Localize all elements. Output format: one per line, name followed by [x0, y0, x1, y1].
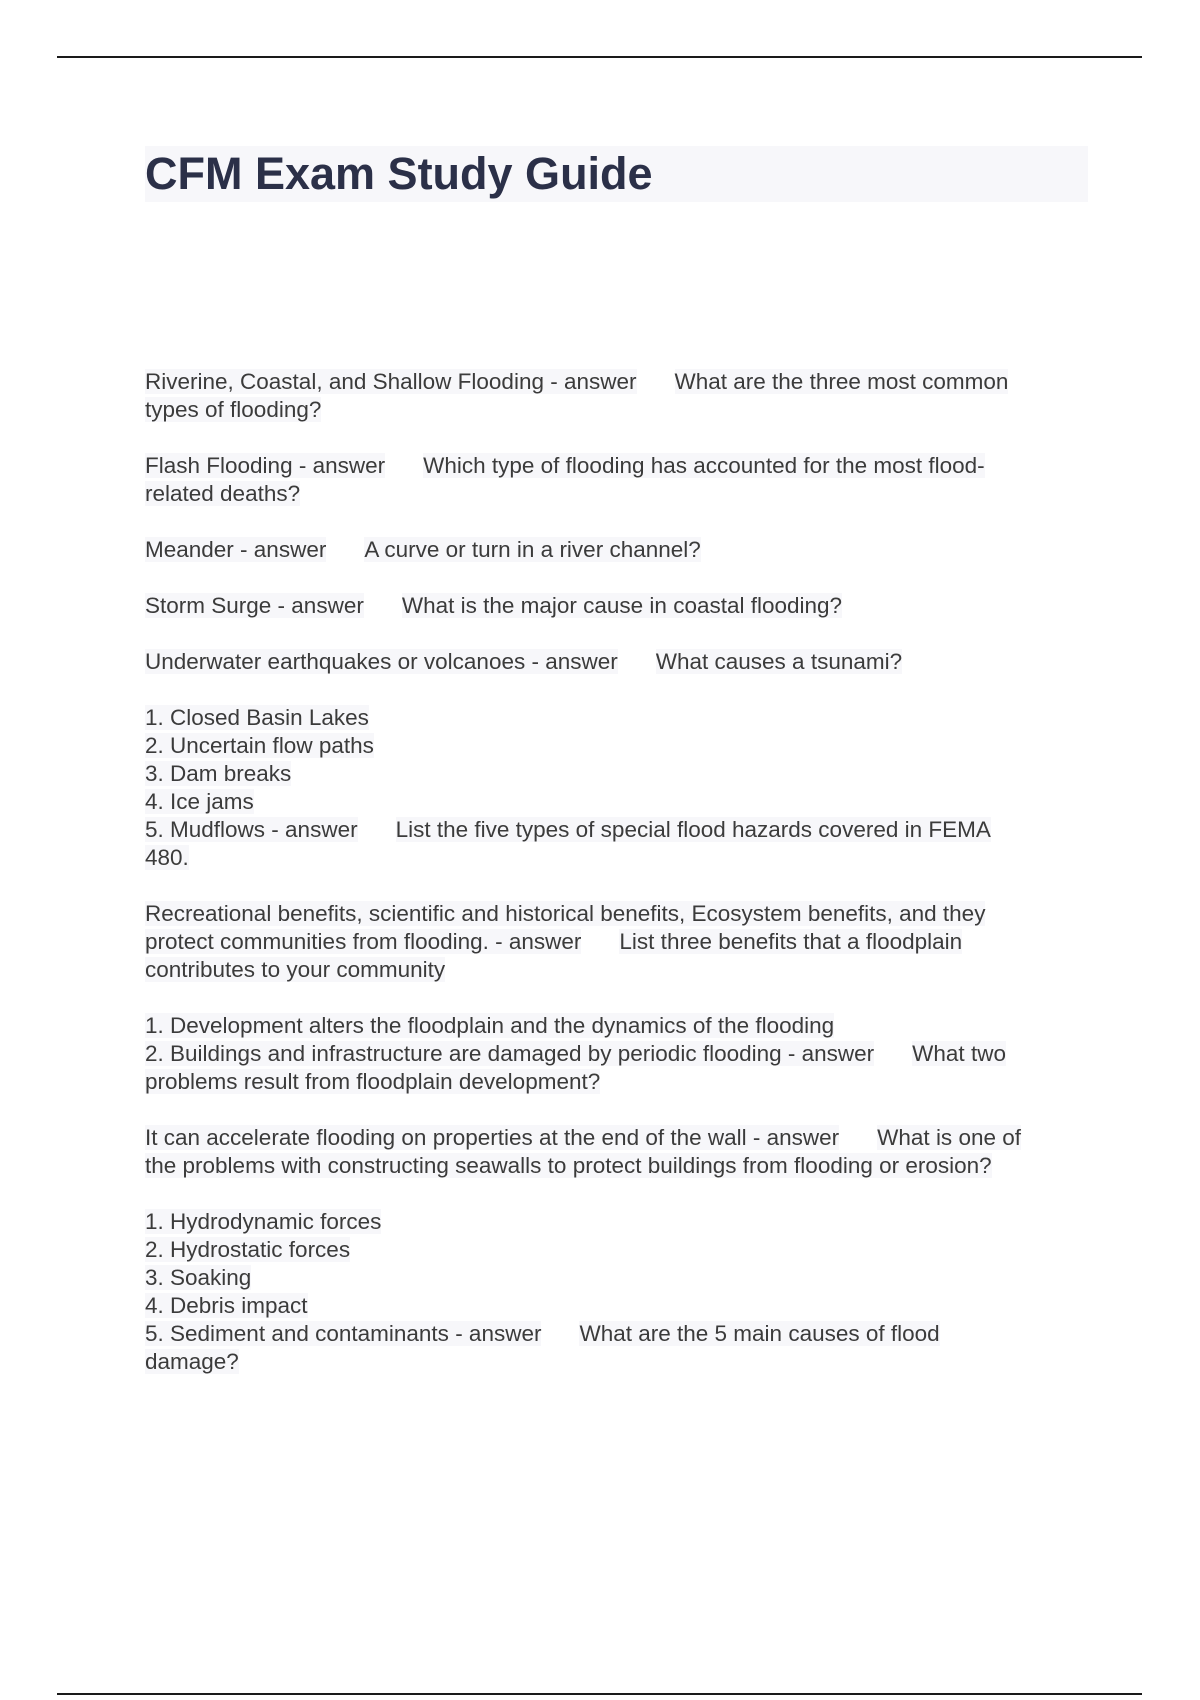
qa-line: [145, 1208, 1095, 1236]
line-text: related deaths?: [145, 481, 301, 506]
line-text: protect communities from flooding. - answer: [145, 929, 582, 954]
qa-entry: [145, 1124, 1095, 1180]
qa-line: [145, 1152, 1095, 1180]
qa-line: [145, 592, 1095, 620]
qa-line: [145, 844, 1095, 872]
qa-line: [145, 1040, 1095, 1068]
line-text: Meander - answer: [145, 537, 327, 562]
question-text: Which type of flooding has accounted for the most flood-: [423, 453, 985, 478]
line-text: 1. Closed Basin Lakes: [145, 705, 369, 730]
qa-entry: [145, 536, 1095, 564]
question-text: What is one of: [877, 1125, 1021, 1150]
line-text: damage?: [145, 1349, 239, 1374]
qa-line: [145, 928, 1095, 956]
qa-line: [145, 1292, 1095, 1320]
qa-line: [145, 452, 1095, 480]
line-text: Riverine, Coastal, and Shallow Flooding - answer: [145, 369, 637, 394]
question-text: What two: [912, 1041, 1006, 1066]
qa-line: [145, 760, 1095, 788]
line-text: 480.: [145, 845, 189, 870]
line-text: problems result from floodplain development?: [145, 1069, 601, 1094]
line-text: Underwater earthquakes or volcanoes - answer: [145, 649, 618, 674]
study-guide-content: [145, 368, 1095, 1404]
qa-line: [145, 368, 1095, 396]
qa-entry: [145, 648, 1095, 676]
line-text: 3. Dam breaks: [145, 761, 292, 786]
qa-entry: [145, 1012, 1095, 1096]
line-text: types of flooding?: [145, 397, 322, 422]
qa-line: [145, 1068, 1095, 1096]
question-text: What is the major cause in coastal flooding?: [401, 593, 843, 618]
qa-line: [145, 1320, 1095, 1348]
qa-line: [145, 1264, 1095, 1292]
qa-line: [145, 900, 1095, 928]
line-text: 4. Debris impact: [145, 1293, 308, 1318]
qa-line: [145, 480, 1095, 508]
qa-line: [145, 396, 1095, 424]
bottom-rule: [57, 1693, 1142, 1695]
qa-line: [145, 648, 1095, 676]
qa-line: [145, 1012, 1095, 1040]
line-text: 3. Soaking: [145, 1265, 252, 1290]
line-text: 5. Mudflows - answer: [145, 817, 358, 842]
line-text: the problems with constructing seawalls to protect buildings from flooding or erosion?: [145, 1153, 992, 1178]
line-text: 5. Sediment and contaminants - answer: [145, 1321, 542, 1346]
line-text: It can accelerate flooding on properties at the end of the wall - answer: [145, 1125, 840, 1150]
qa-line: [145, 1124, 1095, 1152]
line-text: contributes to your community: [145, 957, 446, 982]
qa-entry: [145, 368, 1095, 424]
question-text: List the five types of special flood hazards covered in FEMA: [395, 817, 991, 842]
question-text: A curve or turn in a river channel?: [364, 537, 701, 562]
qa-entry: [145, 900, 1095, 984]
question-text: What are the 5 main causes of flood: [579, 1321, 940, 1346]
line-text: 1. Hydrodynamic forces: [145, 1209, 382, 1234]
qa-line: [145, 704, 1095, 732]
question-text: What are the three most common: [674, 369, 1009, 394]
qa-line: [145, 1236, 1095, 1264]
qa-line: [145, 788, 1095, 816]
line-text: 2. Uncertain flow paths: [145, 733, 374, 758]
qa-entry: [145, 592, 1095, 620]
qa-entry: [145, 704, 1095, 872]
qa-entry: [145, 452, 1095, 508]
question-text: What causes a tsunami?: [655, 649, 903, 674]
page-title: CFM Exam Study Guide: [145, 146, 1088, 202]
qa-line: [145, 1348, 1095, 1376]
line-text: Flash Flooding - answer: [145, 453, 386, 478]
question-text: List three benefits that a floodplain: [619, 929, 963, 954]
qa-entry: [145, 1208, 1095, 1376]
top-rule: [57, 56, 1142, 58]
line-text: 4. Ice jams: [145, 789, 254, 814]
line-text: 2. Hydrostatic forces: [145, 1237, 351, 1262]
line-text: Recreational benefits, scientific and historical benefits, Ecosystem benefits, and they: [145, 901, 986, 926]
qa-line: [145, 536, 1095, 564]
line-text: 2. Buildings and infrastructure are damaged by periodic flooding - answer: [145, 1041, 875, 1066]
qa-line: [145, 956, 1095, 984]
line-text: 1. Development alters the floodplain and the dynamics of the flooding: [145, 1013, 835, 1038]
line-text: Storm Surge - answer: [145, 593, 364, 618]
qa-line: [145, 732, 1095, 760]
qa-line: [145, 816, 1095, 844]
